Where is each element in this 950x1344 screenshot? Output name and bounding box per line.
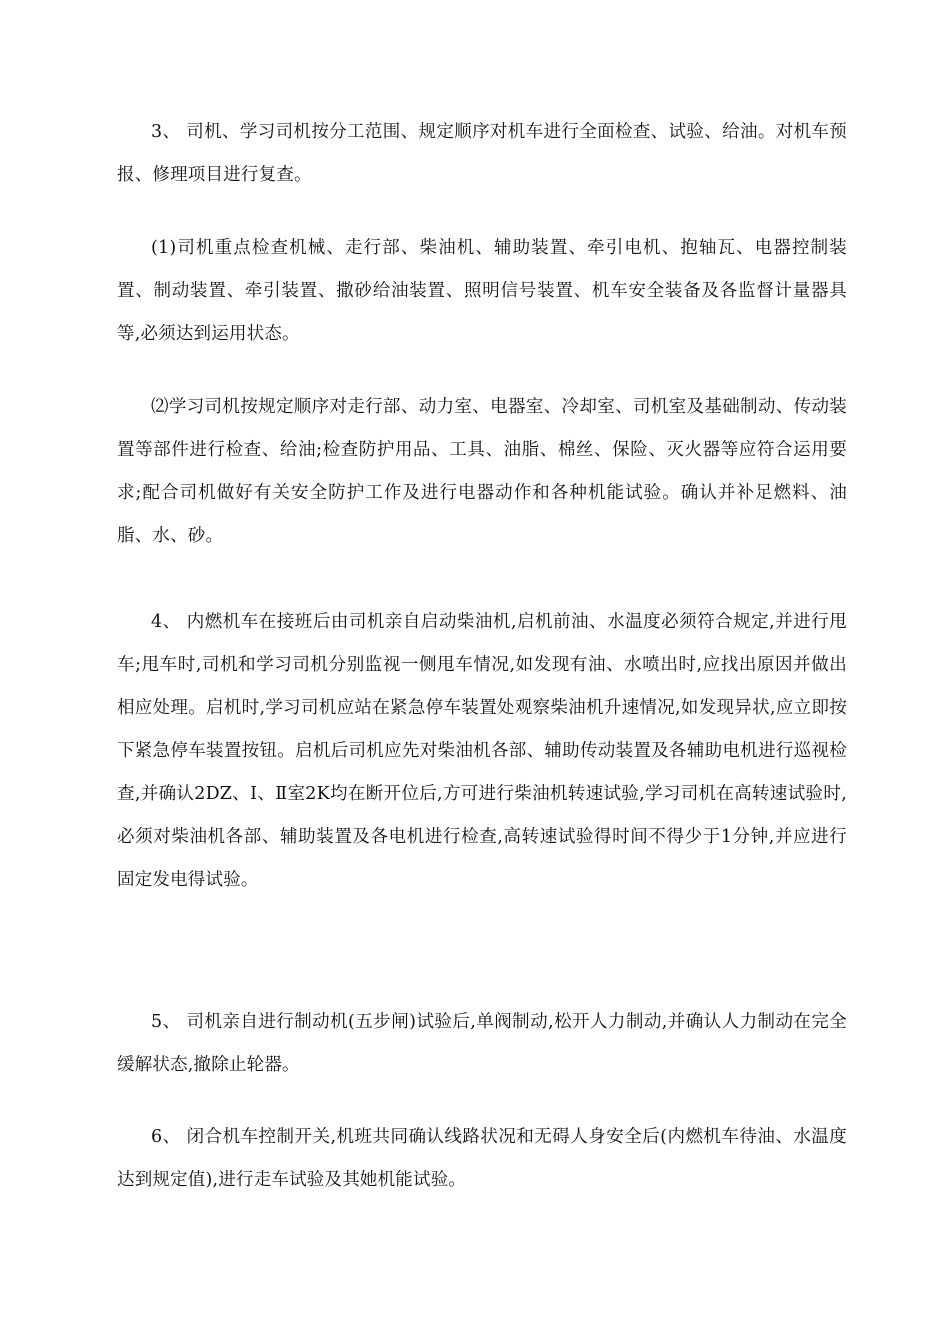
paragraph-5: 5、 司机亲自进行制动机(五步闸)试验后,单阀制动,松开人力制动,并确认人力制动在完全缓解状态,撤除止轮器。 <box>117 1012 847 1075</box>
paragraph-3-1: (1)司机重点检查机械、走行部、柴油机、辅助装置、牵引电机、抱轴瓦、电器控制装置、制动装置、牵引装置、撒砂给油装置、照明信号装置、机车安全装备及各监督计量器具等,必须达到运用状态。 <box>117 238 847 344</box>
paragraph-4: 4、 内燃机车在接班后由司机亲自启动柴油机,启机前油、水温度必须符合规定,并进行甩车;甩车时,司机和学习司机分别监视一侧甩车情况,如发现有油、水喷出时,应找出原因并做出相应处理。启机时,学习司机应站在紧急停车装置处观察柴油机升速情况,如发现异状,应立即按下紧急停车装置按钮。启机后司机应先对柴油机各部、辅助传动装置及各辅助电机进行巡视检查,并确认2DZ、Ⅰ、Ⅱ室2K均在断开位后,方可进行柴油机转速试验,学习司机在高转速试验时,必须对柴油机各部、辅助装置及各电机进行检查,高转速试验得时间不得少于1分钟,并应进行固定发电得试验。 <box>117 612 847 890</box>
paragraph-6: 6、 闭合机车控制开关,机班共同确认线路状况和无碍人身安全后(内燃机车待油、水温度达到规定值),进行走车试验及其她机能试验。 <box>117 1127 847 1190</box>
paragraph-3: 3、 司机、学习司机按分工范围、规定顺序对机车进行全面检查、试验、给油。对机车预报、修理项目进行复查。 <box>117 122 847 185</box>
paragraph-3-2: ⑵学习司机按规定顺序对走行部、动力室、电器室、冷却室、司机室及基础制动、传动装置等部件进行检查、给油;检查防护用品、工具、油脂、棉丝、保险、灭火器等应符合运用要求;配合司机做好有关安全防护工作及进行电器动作和各种机能试验。确认并补足燃料、油脂、水、砂。 <box>117 397 847 546</box>
